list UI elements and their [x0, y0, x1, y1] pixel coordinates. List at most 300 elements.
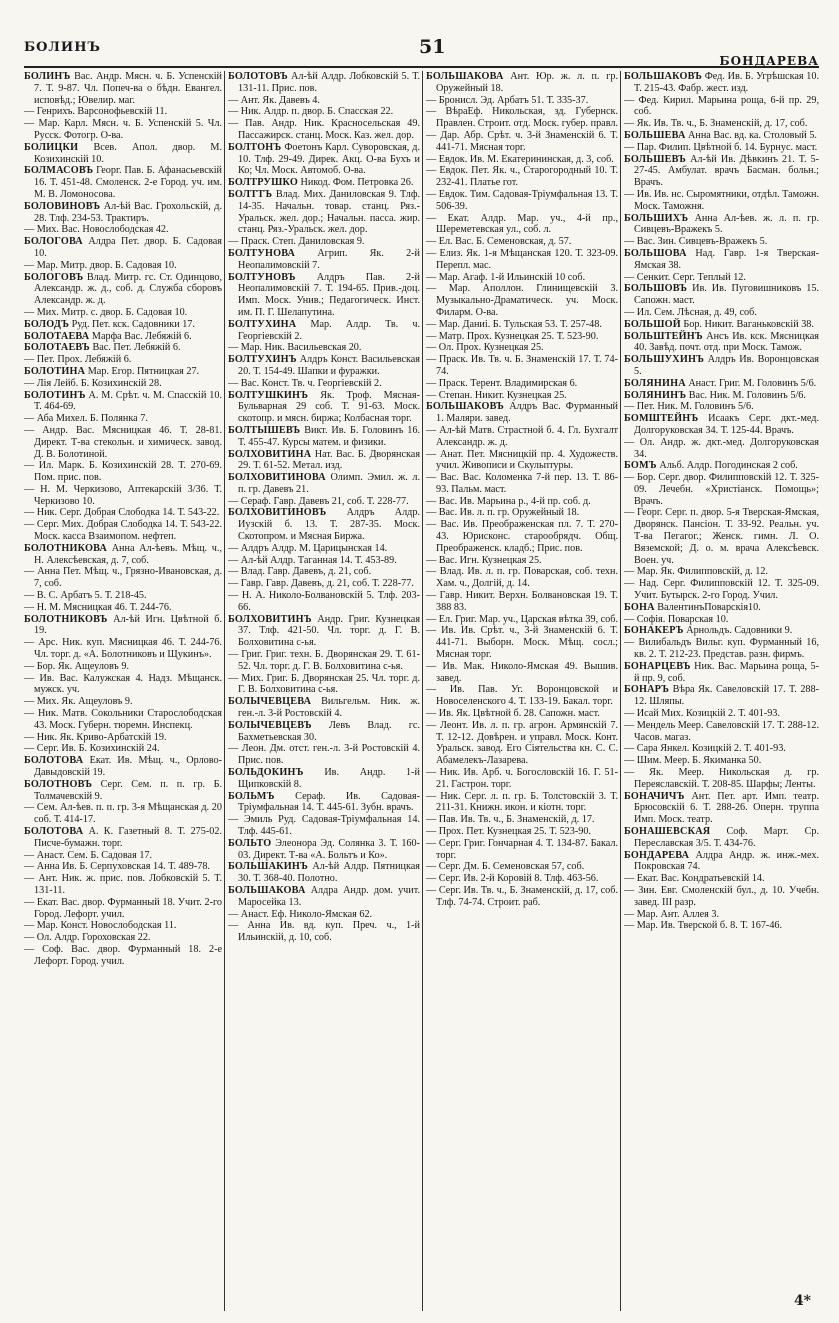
- directory-entry: [24, 661, 222, 673]
- directory-entry: [24, 71, 222, 106]
- entry-details: — Праск. Терент. Владимирская 6.: [426, 377, 578, 389]
- entry-details: Левъ Влад. гс. Бахметьевская 30.: [238, 719, 420, 743]
- entry-details: Бор. Никит. Ваганьковскій 38.: [683, 318, 814, 330]
- entry-details: — Степан. Никит. Кузнецкая 25.: [426, 389, 567, 401]
- directory-entry: [426, 106, 618, 130]
- directory-entry: [24, 873, 222, 897]
- directory-entry: [426, 838, 618, 862]
- directory-entry: [228, 791, 420, 815]
- directory-entry: [228, 354, 420, 378]
- directory-entry: [228, 95, 420, 107]
- entry-surname: БОЛЬШАКОВА: [426, 71, 504, 82]
- column-2: [228, 71, 420, 1311]
- entry-details: — Ел. Григ. Мар. уч., Царская вѣтка 39, соб.: [426, 613, 618, 625]
- entry-surname: БОЛТЫШЕВЪ: [228, 424, 301, 436]
- directory-entry: [24, 390, 222, 414]
- entry-details: Ант. Юр. ж. л. п. гр. Оружейный 18.: [436, 71, 618, 94]
- entry-details: — Гавр. Гавр. Давевъ, д. 21, соб. Т. 228-77.: [228, 578, 414, 590]
- entry-details: — Серг. Мих. Добрая Слободка 14. Т. 543-22. Моск. касса Взаимопом. нефтеп.: [24, 519, 222, 543]
- entry-details: Ант. Пет. арт. Имп. театр. Брюсовскій 6. Т. 288-26. Оперн. труппа Имп. Моск. театр.: [634, 790, 819, 826]
- directory-entry: [24, 673, 222, 697]
- directory-entry: [24, 802, 222, 826]
- entry-details: — Вас. Зин. Сивцевъ-Вражекъ 5.: [624, 236, 768, 248]
- entry-details: — Ил. Марк. Б. Козихинскій 28. Т. 270-69. Пом. прис. пов.: [24, 460, 222, 484]
- directory-entry: [228, 189, 420, 236]
- directory-entry: [426, 331, 618, 343]
- entry-details: — Евдок. Пет. Як. ч., Старогородный 10. Т. 232-41. Платье гот.: [426, 165, 618, 189]
- entry-details: Ал-ѣй Игн. Цвѣтной б. 19.: [34, 613, 222, 637]
- directory-entry: [228, 319, 420, 343]
- directory-entry: [624, 684, 819, 708]
- directory-entry: [24, 224, 222, 236]
- directory-entry: [426, 390, 618, 402]
- directory-entry: [624, 920, 819, 932]
- directory-entry: [624, 189, 819, 213]
- entry-details: — Н. А. Николо-Болвановскій 5. Тлф. 203-66.: [228, 590, 420, 613]
- entry-surname: БОЛТУШКИНЪ: [228, 389, 309, 401]
- entry-details: — Георг. Серг. п. двор. 5-я Тверская-Ямская, Дворянск. Пансіон. Т. 33-92. Реальн. уч. Т-ва Пегагог.; Женск. гимн. Л. О. Вяземской; Д. о. м. врача Алексѣевск. Воен. уч.: [624, 507, 819, 566]
- directory-entry: [624, 720, 819, 744]
- entry-surname: БОЛХОВИТИНОВЪ: [228, 507, 327, 519]
- page-number: 51: [419, 36, 446, 58]
- entry-surname: БОЛЬТО: [228, 837, 272, 849]
- directory-entry: [426, 71, 618, 95]
- entry-surname: БОНДАРЕВА: [624, 849, 690, 861]
- entry-surname: БОЛЬШОВЪ: [624, 283, 688, 295]
- directory-entry: [228, 696, 420, 720]
- directory-entry: [624, 472, 819, 507]
- entry-details: — Мар. Конст. Новослободская 11.: [24, 920, 177, 932]
- entry-details: Вас. Ник. М. Головинъ 5/6.: [688, 389, 806, 401]
- entry-surname: БОЛОТНИКОВА: [24, 542, 108, 554]
- column-1: [24, 71, 222, 1311]
- entry-details: — В. С. Арбатъ 5. Т. 218-45.: [24, 590, 147, 602]
- entry-details: — Серг. Ив. Тв. ч., Б. Знаменскій, д. 17, соб. Тлф. 74-74. Строит. раб.: [426, 884, 618, 908]
- entry-details: — Мар. Агаф. 1-й Ильинскій 10 соб.: [426, 271, 586, 283]
- directory-entry: [228, 106, 420, 118]
- directory-entry: [228, 720, 420, 744]
- entry-surname: БОЛТОНЪ: [228, 141, 282, 153]
- entry-surname: БОЛОТИНА: [24, 365, 86, 377]
- entry-details: — Сенкит. Серг. Теплый 12.: [624, 271, 746, 283]
- directory-entry: [624, 637, 819, 661]
- directory-entry: [228, 272, 420, 319]
- entry-details: — Анат. Пет. Мясницкій пр. 4. Художеств. учил. Живописи и Скульптуры.: [426, 448, 618, 472]
- entry-details: — Пав. Ив. Тв. ч., Б. Знаменскій, д. 17.: [426, 814, 595, 826]
- entry-details: Элеонора Эд. Солянка 3. Т. 160-03. Директ. Т-ва «А. Больтъ и Ко».: [238, 837, 420, 861]
- entry-details: — Ив. Як. Цвѣтной б. 28. Сапожн. маст.: [426, 708, 600, 720]
- directory-entry: [624, 354, 819, 378]
- directory-entry: [228, 614, 420, 649]
- directory-entry: [624, 708, 819, 720]
- entry-details: — Ол. Прох. Кузнецкая 25.: [426, 342, 544, 354]
- entry-details: Вильгельм. Ник. ж. ген.-л. 3-й Ростовскій 4.: [238, 696, 420, 720]
- entry-surname: БОЛТУХИНЪ: [228, 354, 297, 366]
- directory-entry: [24, 708, 222, 732]
- entry-details: — Влад. Ив. л. п. гр. Поварская, соб. техн. Хам. ч., Долгій, д. 14.: [426, 566, 618, 590]
- entry-details: Ал-ѣй Ив. Дѣвкинъ 21. Т. 5-27-45. Амбулат. врачъ Басман. больн.; Врачъ.: [634, 153, 819, 189]
- directory-entry: [624, 307, 819, 319]
- entry-details: Анна Вас. вд. ка. Столовый 5.: [688, 129, 817, 141]
- directory-entry: [624, 130, 819, 142]
- entry-details: — Мар. Ник. Васильевская 20.: [228, 342, 362, 354]
- entry-details: — Ник. Серг. Добрая Слободка 14. Т. 543-22.: [24, 507, 220, 519]
- entry-surname: БОЛЬШОЙ: [624, 318, 681, 330]
- entry-details: — Алдръ Алдр. М. Царицынская 14.: [228, 542, 388, 554]
- entry-surname: БОЛТУНОВА: [228, 247, 296, 259]
- directory-entry: [228, 743, 420, 767]
- directory-entry: [24, 566, 222, 590]
- directory-entry: [624, 248, 819, 272]
- directory-entry: [426, 248, 618, 272]
- entry-details: — Сара Янкел. Козицкій 2. Т. 401-93.: [624, 743, 786, 755]
- directory-entry: [624, 873, 819, 885]
- directory-entry: [24, 165, 222, 200]
- entry-details: Екат. Ив. Мѣщ. ч., Орлово-Давыдовскій 19.: [34, 755, 222, 779]
- column-divider: [224, 71, 225, 1311]
- directory-entry: [228, 885, 420, 909]
- entry-surname: БОЛОТАЕВА: [24, 330, 90, 342]
- entry-details: — Мар. Як. Филипповскій, д. 12.: [624, 566, 768, 578]
- entry-details: — Мар. Карл. Мясн. ч. Б. Успенскій 5. Чл. Русск. Фотогр. О-ва.: [24, 118, 222, 141]
- entry-surname: БОЛОТОВА: [24, 755, 84, 767]
- entry-details: — Дар. Абр. Срѣт. ч. 3-й Знаменскій 6. Т. 441-71. Мясная торг.: [426, 129, 618, 153]
- header-last-entry: БОНДАРЕВА: [719, 54, 819, 68]
- entry-details: Анаст. Григ. М. Головинъ 5/6.: [688, 377, 817, 389]
- entry-surname: БОНАЧИЧЪ: [624, 790, 685, 802]
- directory-entry: [624, 142, 819, 154]
- entry-details: — Андр. Вас. Мясницкая 46. Т. 28-81. Директ. Т-ва стекольн. и химическ. завод. Д. В. Болотиной.: [24, 424, 222, 460]
- directory-entry: [624, 826, 819, 850]
- entry-surname: БОНАКЕРЪ: [624, 625, 684, 637]
- directory-entry: [228, 390, 420, 425]
- entry-details: — Вас. Ив. Марьина р., 4-й пр. соб. д.: [426, 495, 591, 507]
- entry-surname: БОМЪ: [624, 460, 657, 472]
- directory-entry: [624, 437, 819, 461]
- entry-details: Вас. Пет. Лебяжій 6.: [92, 342, 181, 354]
- directory-entry: [24, 755, 222, 779]
- directory-entry: [426, 661, 618, 685]
- entry-details: — Мих. Митр. с. двор. Б. Садовая 10.: [24, 306, 188, 318]
- entry-details: Нат. Вас. Б. Дворянская 29. Т. 61-52. Метал. изд.: [238, 448, 420, 472]
- directory-entry: [24, 460, 222, 484]
- directory-entry: [426, 425, 618, 449]
- directory-entry: [426, 873, 618, 885]
- directory-entry: [624, 625, 819, 637]
- entry-details: — Мар. Аполлон. Глинищевскій 3. Музыкально-Драматическ. уч. Моск. Филарм. О-ва.: [426, 283, 618, 318]
- directory-entry: [624, 755, 819, 767]
- entry-details: — Григ. Григ. техн. Б. Дворянская 29. Т. 61-52. Чл. торг. д. Г. В. Болховитина с-ья.: [228, 649, 420, 672]
- entry-details: — Вас. Ив. Преображенская пл. 7. Т. 270-43. Юрисконс. старообрядч. Общ. Преображенск. кладб.; Прис. пов.: [426, 519, 618, 554]
- entry-surname: БОЛЯНИНЪ: [624, 389, 687, 401]
- entry-details: — Арс. Ник. куп. Мясницкая 46. Т. 244-76. Чл. торг. д. «А. Болотниковъ и Щукинъ».: [24, 637, 222, 661]
- entry-details: — Анна Пет. Мѣщ. ч., Грязно-Ивановская, д. 7, соб.: [24, 566, 222, 590]
- directory-entry: [24, 378, 222, 390]
- entry-details: — Ив. Мак. Николо-Ямская 49. Вышив. завед.: [426, 660, 618, 684]
- directory-entry: [228, 496, 420, 508]
- directory-entry: [228, 555, 420, 567]
- directory-entry: [624, 283, 819, 307]
- directory-entry: [24, 366, 222, 378]
- column-divider: [620, 71, 621, 1311]
- entry-details: Алдръ Алдр. Иузскій б. 13. Т. 287-35. Моск. Скотопром. и Мясная Биржа.: [238, 507, 420, 543]
- entry-details: — Праск. Ив. Тв. ч. Б. Знаменскій 17. Т. 74-74.: [426, 354, 618, 377]
- entry-details: Вас. Андр. Мясн. ч. Б. Успенскій 7. Т. 9-87. Чл. Попеч-ва о бѣдн. Евангел. исповѣд.; Ювелир. маг.: [34, 71, 222, 106]
- directory-entry: [624, 460, 819, 472]
- directory-entry: [624, 743, 819, 755]
- entry-details: — Мих. Вас. Новослободская 42.: [24, 224, 169, 236]
- entry-surname: БОНА: [624, 601, 655, 613]
- entry-surname: БОНАРЪ: [624, 684, 670, 696]
- entry-details: — Екат. Алдр. Мар. уч., 4-й пр., Шереметевская ул., соб. л.: [426, 212, 618, 236]
- entry-surname: БОЛЫЧЕВЦЕВА: [228, 696, 312, 708]
- entry-details: Мар. Алдр. Тв. ч. Георгіевскій 2.: [238, 318, 420, 342]
- entry-details: — Як. Меер. Никольская д. гр. Переяславскій. Т. 208-85. Шарфы; Ленты.: [624, 767, 819, 790]
- directory-entry: [228, 814, 420, 838]
- directory-entry: [228, 920, 420, 944]
- entry-details: — Вас. Ив. л. п. гр. Оружейный 18.: [426, 507, 580, 519]
- entry-details: — Серг. Дм. Б. Семеновская 57, соб.: [426, 861, 585, 873]
- directory-entry: [624, 378, 819, 390]
- entry-details: Як. Троф. Мясная-Бульварная 29 соб. Т. 91-63. Моск. скотопр. и мясн. биржа; Колбасная торг.: [238, 389, 420, 425]
- directory-entry: [228, 71, 420, 95]
- directory-entry: [426, 213, 618, 237]
- directory-entry: [24, 637, 222, 661]
- entry-details: — Мендель Меер. Савеловскій 17. Т. 288-12. Часов. магаз.: [624, 719, 819, 743]
- directory-entry: [624, 566, 819, 578]
- entry-details: — Над. Серг. Филипповскій 12. Т. 325-09. Учит. Бутырск. 2-го Город. Учил.: [624, 578, 819, 602]
- directory-entry: [426, 507, 618, 519]
- entry-details: — Вас. Вас. Коломенка 7-й пер. 13. Т. 86-93. Пальм. маст.: [426, 472, 618, 495]
- directory-entry: [624, 614, 819, 626]
- entry-details: — Гавр. Никит. Верхн. Болвановская 19. Т. 388 83.: [426, 590, 618, 613]
- column-divider: [422, 71, 423, 1311]
- entry-details: — Н. М. Черкизово, Аптекарскій 3/36. Т. Черкизово 10.: [24, 483, 222, 507]
- entry-details: — Софія. Поварская 10.: [624, 613, 729, 625]
- signature-mark: 4*: [793, 1293, 811, 1309]
- entry-details: Агрип. Як. 2-й Неопалимовскій 7.: [238, 247, 420, 271]
- directory-entry: [228, 118, 420, 142]
- entry-details: Соф. Март. Ср. Переславская 3/5. Т. 434-76.: [634, 826, 819, 849]
- directory-entry: [426, 472, 618, 496]
- entry-details: — Исай Мих. Козицкій 2. Т. 401-93.: [624, 708, 780, 720]
- directory-entry: [426, 189, 618, 213]
- entry-details: — Прох. Пет. Кузнецкая 25. Т. 523-90.: [426, 826, 591, 837]
- directory-entry: [24, 779, 222, 803]
- entry-details: Алдръ Пав. 2-й Неопалимовскій 7. Т. 194-65. Прив.-доц. Имп. Моск. Унив.; Педагогическ. Инст. им. П. Г. Шелапутина.: [238, 271, 420, 318]
- entry-details: — Ник. Алдр. п. двор. Б. Спасская 22.: [228, 106, 394, 118]
- entry-surname: БОНАРЦЕВЪ: [624, 660, 691, 672]
- directory-entry: [24, 602, 222, 614]
- directory-entry: [426, 708, 618, 720]
- directory-entry: [426, 130, 618, 154]
- directory-entry: [624, 791, 819, 826]
- entry-surname: БОЛИНЪ: [24, 71, 71, 82]
- directory-entry: [228, 342, 420, 354]
- directory-entry: [624, 413, 819, 437]
- directory-entry: [426, 378, 618, 390]
- entry-surname: БОЛОГОВА: [24, 236, 83, 248]
- entry-details: Ник. Вас. Марьина роща, 5-й пр. 9, соб.: [634, 660, 819, 684]
- entry-details: — Аба Михел. Б. Полянка 7.: [24, 413, 148, 425]
- entry-details: — Серг. Ив. Б. Козихинскій 24.: [24, 743, 160, 755]
- entry-details: — Ив. Вас. Калужская 4. Надз. Мѣщанск. мужск. уч.: [24, 672, 222, 696]
- entry-surname: БОЛОГОВЪ: [24, 271, 84, 283]
- directory-entry: [228, 543, 420, 555]
- entry-surname: БОЛЬМЪ: [228, 790, 275, 802]
- directory-entry: [24, 850, 222, 862]
- entry-details: — Пав. Андр. Ник. Красносельская 49. Пассажирск. станц. Моск. Каз. жел. дор.: [228, 118, 420, 141]
- directory-entry: [426, 154, 618, 166]
- entry-details: — Анаст. Сем. Б. Садовая 17.: [24, 849, 153, 861]
- directory-entry: [624, 331, 819, 355]
- entry-details: Исаакъ Серг. дкт.-мед. Долгоруковская 34. Т. 125-44. Врачъ.: [634, 413, 819, 436]
- directory-entry: [228, 649, 420, 673]
- entry-details: — Пет. Прох. Лебяжій 6.: [24, 354, 132, 366]
- directory-entry: [24, 106, 222, 118]
- entry-surname: БОЛИЦКИ: [24, 141, 79, 153]
- directory-entry: [24, 484, 222, 508]
- entry-details: — Генрихъ. Варсонофьевскій 11.: [24, 106, 168, 118]
- entry-surname: БОЛОТОВА: [24, 826, 84, 837]
- entry-details: Ал-ѣй Алдр. Лобковскій 5. Т. 131-11. Прис. пов.: [238, 71, 420, 94]
- entry-details: Ал-ѣй Алдр. Пятницкая 30. Т. 368-40. Полотно.: [238, 861, 420, 885]
- entry-details: — Екат. Вас. двор. Фурманный 18. Учит. 2-го Город. Лефорт. учил.: [24, 896, 222, 920]
- directory-entry: [624, 909, 819, 921]
- directory-entry: [24, 331, 222, 343]
- entry-details: Ал-ѣй Вас. Грохольскій, д. 28. Тлф. 234-53. Трактиръ.: [34, 200, 222, 224]
- directory-entry: [24, 932, 222, 944]
- directory-entry: [24, 342, 222, 354]
- entry-details: — Бор. Як. Ащеуловъ 9.: [24, 660, 130, 672]
- entry-details: — Эмиль Руд. Садовая-Тріумфальная 14. Тлф. 445-61.: [228, 814, 420, 837]
- directory-entry: [624, 213, 819, 237]
- entry-details: — Ник. Матв. Сокольники Старослободская 43. Моск. Губерн. тюремн. Инспекц.: [24, 708, 222, 731]
- entry-details: — Пар. Филип. Цвѣтной б. 14. Бурнус. маст.: [624, 141, 818, 153]
- entry-details: — Анаст. Еф. Николо-Ямская 62.: [228, 908, 373, 920]
- entry-details: Вѣра Як. Савеловскій 17. Т. 288-12. Шляпы.: [634, 684, 819, 708]
- directory-entry: [426, 861, 618, 873]
- entry-surname: БОЛЬШОВА: [624, 247, 687, 259]
- entry-surname: БОЛХОВИТИНА: [228, 448, 312, 460]
- entry-surname: БОМШТЕЙНЪ: [624, 413, 699, 425]
- directory-entry: [228, 566, 420, 578]
- directory-entry: [426, 342, 618, 354]
- directory-entry: [426, 590, 618, 614]
- entry-surname: БОЛЬШИХЪ: [624, 212, 689, 224]
- entry-details: — Н. М. Мясницкая 46. Т. 244-76.: [24, 601, 172, 613]
- directory-entry: [624, 154, 819, 189]
- entry-details: Арнольдъ. Садовники 9.: [686, 625, 793, 637]
- directory-entry: [24, 413, 222, 425]
- entry-surname: БОЛЬШЕВА: [624, 129, 686, 141]
- directory-entry: [426, 354, 618, 378]
- directory-entry: [624, 767, 819, 791]
- directory-entry: [426, 814, 618, 826]
- entry-surname: БОЛЬШАКОВЪ: [624, 71, 703, 82]
- directory-entry: [228, 472, 420, 496]
- directory-entry: [426, 283, 618, 318]
- entry-details: ВалентинъПоварскія10.: [657, 601, 761, 613]
- directory-entry: [624, 602, 819, 614]
- directory-entry: [624, 578, 819, 602]
- entry-surname: БОЛЬШУХИНЪ: [624, 354, 705, 366]
- directory-entry: [426, 555, 618, 567]
- directory-entry: [24, 743, 222, 755]
- entry-details: Георг. Пав. Б. Афанасьевскій 16. Т. 451-48. Смоленск. 2-е Город. уч. им. М. В. Ломоносова.: [34, 165, 222, 200]
- directory-entry: [426, 401, 618, 425]
- directory-entry: [228, 449, 420, 473]
- entry-details: Алдра Андр. ж. инж.-мех. Покровская 74.: [634, 849, 819, 873]
- entry-surname: БОЛТТЪ: [228, 188, 273, 200]
- entry-details: — Анна Ив. вд. куп. Преч. ч., 1-й Ильинскій, д. 10, соб.: [228, 920, 420, 944]
- entry-details: — Бронисл. Эд. Арбатъ 51. Т. 335-37.: [426, 94, 589, 106]
- directory-entry: [624, 390, 819, 402]
- entry-surname: БОЛХОВИТИНОВА: [228, 472, 326, 484]
- directory-entry: [24, 354, 222, 366]
- entry-surname: БОЛОТИНЪ: [24, 389, 86, 401]
- entry-details: — Ол. Андр. ж. дкт.-мед. Долгоруковская 34.: [624, 436, 819, 460]
- entry-surname: БОЛОТОВЪ: [228, 71, 288, 82]
- entry-details: Над. Гавр. 1-я Тверская-Ямская 38.: [634, 247, 819, 271]
- directory-entry: [426, 614, 618, 626]
- directory-entry: [426, 519, 618, 554]
- entry-surname: БОЛТУХИНА: [228, 318, 297, 330]
- directory-entry: [624, 95, 819, 119]
- entry-details: — Вас. Игн. Кузнецкая 25.: [426, 554, 542, 566]
- entry-details: — Ник. Серг. л. п. гр. Б. Толстовскій 3. Т. 211-31. Книжн. икон. и кіотн. торг.: [426, 790, 618, 814]
- entry-details: Ансъ Ив. кск. Мясницкая 40. Завѣд. почт. отд. при Моск. Тамож.: [634, 330, 819, 354]
- entry-details: Никод. Фом. Петровка 26.: [300, 177, 414, 189]
- entry-details: — Бор. Серг. двор. Филипповскій 12. Т. 325-09. Лечебн. «Христіанск. Помощь»; Врачъ.: [624, 472, 819, 507]
- directory-entry: [228, 177, 420, 189]
- directory-entry: [624, 71, 819, 95]
- entry-surname: БОЛОТНИКОВЪ: [24, 613, 108, 625]
- directory-entry: [24, 142, 222, 166]
- directory-entry: [426, 95, 618, 107]
- entry-details: Алдра Андр. дом. учит. Маросейка 13.: [238, 884, 420, 908]
- directory-entry: [624, 319, 819, 331]
- directory-entry: [624, 850, 819, 874]
- directory-entry: [426, 767, 618, 791]
- entry-details: — Соф. Вас. двор. Фурманный 18. 2-е Лефорт. Город. учил.: [24, 943, 222, 967]
- directory-entry: [426, 720, 618, 767]
- entry-details: Фоетонъ Карл. Суворовская, д. 10. Тлф. 29-49. Дирек. Акц. О-ва Бухъ и Ко; Чл. Моск. Автомоб. О-ва.: [238, 141, 420, 177]
- entry-surname: БОЛЬШАКОВА: [228, 884, 306, 896]
- entry-surname: БОЛОТНОВЪ: [24, 778, 93, 790]
- entry-details: Олимп. Эмил. ж. л. п. гр. Давевъ 21.: [238, 472, 420, 495]
- directory-entry: [24, 260, 222, 272]
- directory-entry: [426, 496, 618, 508]
- entry-details: — Вилибальдъ Вильг. куп. Фурманный 16, кв. 2. Т. 212-23. Представ. разн. фирмъ.: [624, 637, 819, 661]
- directory-entry: [624, 661, 819, 685]
- entry-surname: БОЛЬШАКИНЪ: [228, 861, 308, 873]
- directory-entry: [24, 118, 222, 142]
- entry-details: — Серг. Ив. 2-й Коровій 8. Тлф. 463-56.: [426, 873, 599, 885]
- entry-details: Анна Ал-ѣев. ж. л. п. гр. Сивцевъ-Вражекъ 5.: [634, 212, 819, 236]
- entry-details: — Влад. Гавр. Давевъ, д. 21, соб.: [228, 566, 372, 578]
- column-3: [426, 71, 618, 1311]
- entry-details: — Ел. Вас. Б. Семеновская, д. 57.: [426, 236, 572, 248]
- directory-entry: [426, 566, 618, 590]
- entry-surname: БОЛЬДОКИНЪ: [228, 767, 304, 779]
- directory-entry: [24, 272, 222, 307]
- entry-details: — Сем. Ал-ѣев. п. п. гр. 3-я Мѣщанская д. 20 соб. Т. 414-17.: [24, 802, 222, 826]
- entry-details: — Анна Ив. Б. Серпуховская 14. Т. 489-78.: [24, 861, 210, 873]
- entry-details: Алдръ Ив. Воронцовская 5.: [634, 354, 819, 377]
- directory-entry: [624, 401, 819, 413]
- directory-entry: [228, 767, 420, 791]
